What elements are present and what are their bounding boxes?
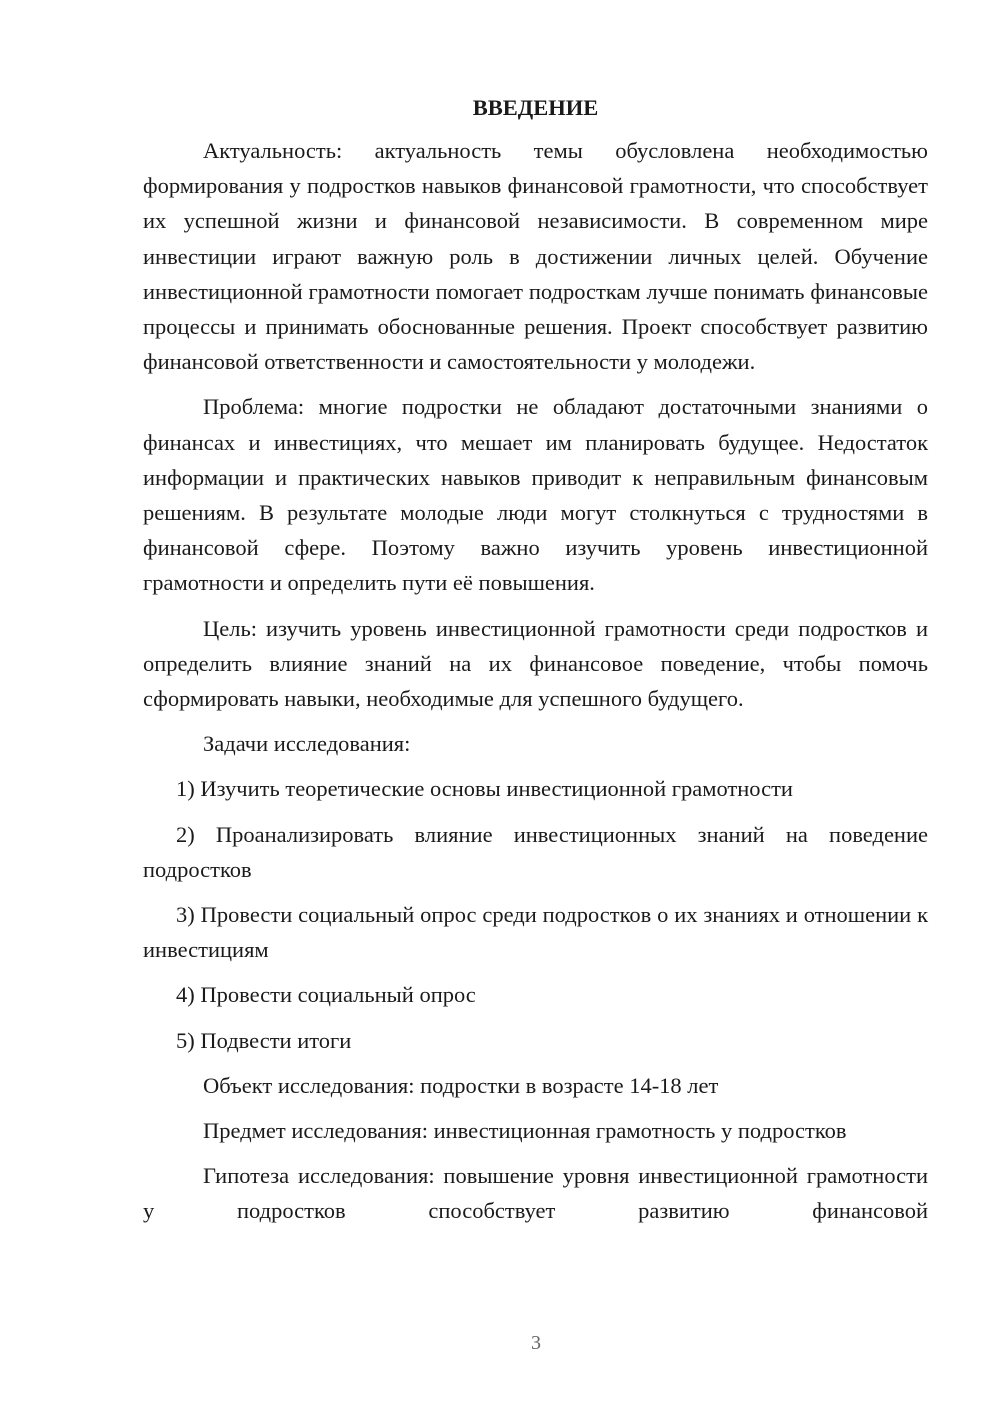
paragraph-object: Объект исследования: подростки в возрасте 14-18 лет [203,1072,719,1098]
task-item-3: 3) Провести социальный опрос среди подростков о их знаниях и отношении к инвестициям [143,902,928,963]
paragraph-subject: Предмет исследования: инвестиционная грамотность у подростков [203,1118,847,1144]
tasks-title: Задачи исследования: [203,731,411,757]
paragraph-relevance: Актуальность: актуальность темы обусловлена необходимостью формирования у подростков навыков финансовой грамотности, что способствует их успешной жизни и финансовой независимости. В современном мире инвестиции играют важную роль в достижении личных целей. Обучение инвестиционной грамотности помогает подросткам лучше понимать финансовые процессы и принимать обоснованные решения. Проект способствует развитию финансовой ответственности и самостоятельности у молодежи. [143,138,928,375]
document-page [143,90,928,1239]
paragraph-goal: Цель: изучить уровень инвестиционной грамотности среди подростков и определить влияние знаний на их финансовое поведение, чтобы помочь сформировать навыки, необходимые для успешного будущего. [143,615,928,712]
page-title: ВВЕДЕНИЕ [472,95,599,120]
page-number: 3 [531,1332,541,1354]
paragraph-problem: Проблема: многие подростки не обладают достаточными знаниями о финансах и инвестициях, что мешает им планировать будущее. Недостаток информации и практических навыков приводит к неправильным финансовым решениям. В результате молодые люди могут столкнуться с трудностями в финансовой сфере. Поэтому важно изучить уровень инвестиционной грамотности и определить пути её повышения. [143,394,928,596]
task-item-2: 2) Проанализировать влияние инвестиционных знаний на поведение подростков [143,821,928,882]
task-item-5: 5) Подвести итоги [176,1027,352,1053]
task-item-4: 4) Провести социальный опрос [176,982,476,1008]
paragraph-hypothesis: Гипотеза исследования: повышение уровня инвестиционной грамотности у подростков способствует развитию финансовой [143,1163,928,1224]
task-item-1: 1) Изучить теоретические основы инвестиционной грамотности [176,776,793,802]
